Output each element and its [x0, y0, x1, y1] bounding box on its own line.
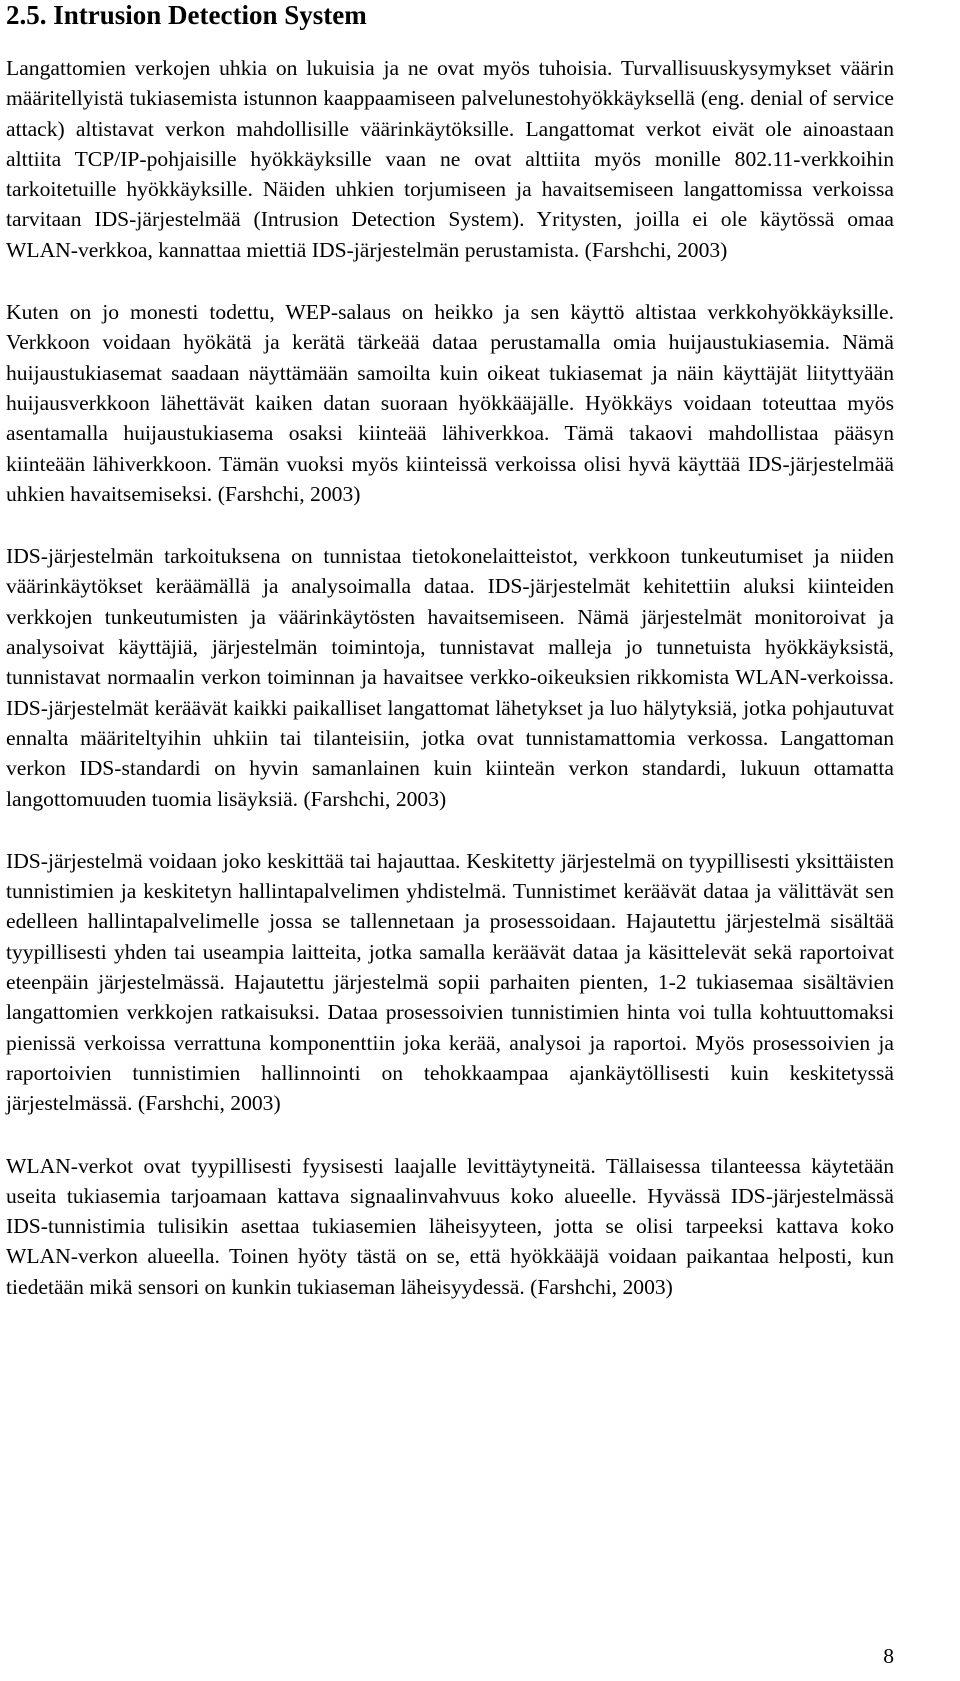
paragraph-2: Kuten on jo monesti todettu, WEP-salaus on heikko ja sen käyttö altistaa verkkohyökkäyksille. Verkkoon voidaan hyökätä ja kerätä tärkeää dataa perustamalla omia huijaustukiasemia. Nämä huijaustukiasemat saadaan näyttämään samoilta kuin oikeat tukiasemat ja näin käyttäjät liityttyään huijausverkkoon lähettävät kaiken datan suoraan hyökkääjälle. Hyökkäys voidaan toteuttaa myös asentamalla huijaustukiasema osaksi kiinteää lähiverkkoa. Tämä takaovi mahdollistaa pääsyn kiinteään lähiverkkoon. Tämän vuoksi myös kiinteissä verkoissa olisi hyvä käyttää IDS-järjestelmää uhkien havaitsemiseksi. (Farshchi, 2003)	[6, 300, 894, 506]
paragraph-gap	[6, 1119, 894, 1151]
paragraph-4: IDS-järjestelmä voidaan joko keskittää tai hajauttaa. Keskitetty järjestelmä on tyypillisesti yksittäisten tunnistimien ja keskitetyn hallintapalvelimen yhdistelmä. Tunnistimet keräävät dataa ja välittävät sen edelleen hallintapalvelimelle jossa se tallennetaan ja prosessoidaan. Hajautettu järjestelmä sisältää tyypillisesti yhden tai useampia laitteita, jotka samalla keräävät dataa ja käsittelevät sekä raportoivat eteenpäin järjestelmässä. Hajautettu järjestelmä sopii parhaiten pienten, 1-2 tukiasemaa sisältävien langattomien verkkojen ratkaisuksi. Dataa prosessoivien tunnistimien hinta voi tulla kohtuuttomaksi pienissä verkoissa verrattuna komponenttiin joka kerää, analysoi ja raportoi. Myös prosessoivien ja raportoivien tunnistimien hallinnointi on tehokkaampaa ajankäytöllisesti kuin keskitetyssä järjestelmässä. (Farshchi, 2003)	[6, 848, 894, 1116]
section-heading: 2.5. Intrusion Detection System	[6, 0, 367, 30]
page-number: 8	[883, 1644, 894, 1668]
paragraph-1: Langattomien verkojen uhkia on lukuisia ja ne ovat myös tuhoisia. Turvallisuuskysymykset väärin määritellyistä tukiasemista istunnon kaappaamiseen palvelunestohyökkäyksellä (eng. denial of service attack) altistavat verkon mahdollisille väärinkäytöksille. Langattomat verkot eivät ole ainoastaan alttiita TCP/IP-pohjaisille hyökkäyksille vaan ne ovat alttiita myös monille 802.11-verkkoihin tarkoitetuille hyökkäyksille. Näiden uhkien torjumiseen ja havaitsemiseen langattomissa verkoissa tarvitaan IDS-järjestelmää (Intrusion Detection System). Yritysten, joilla ei ole käytössä omaa WLAN-verkkoa, kannattaa miettiä IDS-järjestelmän perustamista. (Farshchi, 2003)	[6, 56, 894, 262]
paragraph-gap	[6, 265, 894, 297]
paragraph-gap	[6, 814, 894, 846]
paragraph-3: IDS-järjestelmän tarkoituksena on tunnistaa tietokonelaitteistot, verkkoon tunkeutumiset ja niiden väärinkäytökset keräämällä ja analysoimalla dataa. IDS-järjestelmät kehitettiin aluksi kiinteiden verkkojen tunkeutumisten ja väärinkäytösten havaitsemiseen. Nämä järjestelmät monitoroivat ja analysoivat käyttäjiä, järjestelmän toimintoja, tunnistavat malleja jo tunnetuista hyökkäyksistä, tunnistavat normaalin verkon toiminnan ja havaitsee verkko-oikeuksien rikkomista WLAN-verkoissa. IDS-järjestelmät keräävät kaikki paikalliset langattomat lähetykset ja luo hälytyksiä, jotka pohjautuvat ennalta määriteltyihin uhkiin tai tilanteisiin, jotka ovat tunnistamattomia verkossa. Langattoman verkon IDS-standardi on hyvin samanlainen kuin kiinteän verkon standardi, lukuun ottamatta langottomuuden tuomia lisäyksiä. (Farshchi, 2003)	[6, 544, 894, 811]
paragraph-5: WLAN-verkot ovat tyypillisesti fyysisesti laajalle levittäytyneitä. Tällaisessa tilanteessa käytetään useita tukiasemia tarjoamaan kattava signaalinvahvuus koko alueelle. Hyvässä IDS-järjestelmässä IDS-tunnistimia tulisikin asettaa tukiasemien läheisyyteen, jotta se olisi tarpeeksi kattava koko WLAN-verkon alueella. Toinen hyöty tästä on se, että hyökkääjä voidaan paikantaa helposti, kun tiedetään mikä sensori on kunkin tukiaseman läheisyydessä. (Farshchi, 2003)	[6, 1153, 894, 1299]
document-page	[6, 0, 894, 1302]
paragraph-gap	[6, 509, 894, 541]
